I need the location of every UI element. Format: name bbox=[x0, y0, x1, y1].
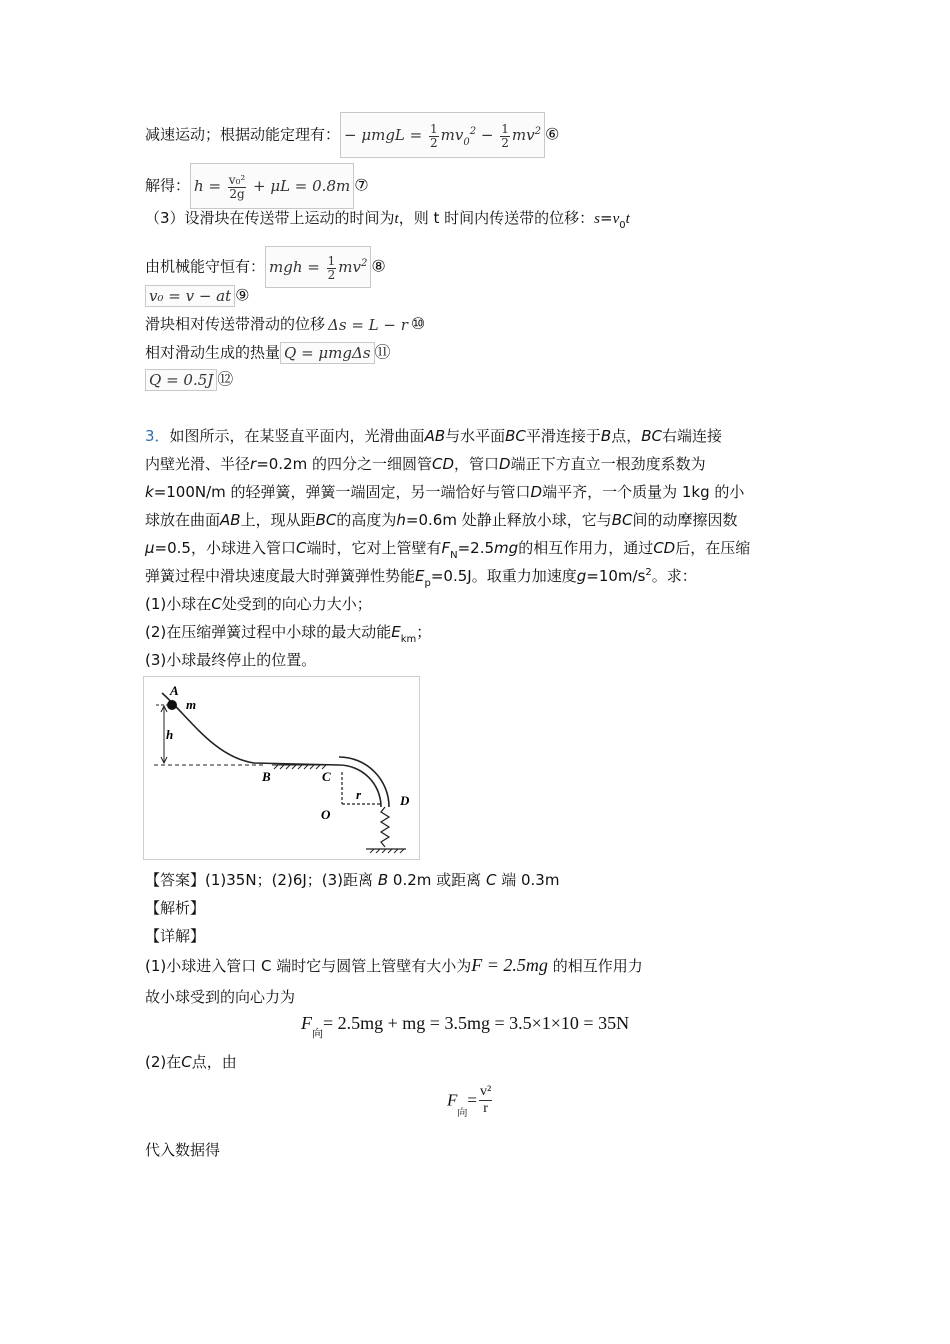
equation-mark: ⑫ bbox=[217, 369, 234, 389]
frac-num: 1 bbox=[327, 253, 336, 268]
detail-line-4: 代入数据得 bbox=[145, 1141, 221, 1159]
analysis-label: 【解析】 bbox=[145, 899, 206, 917]
var: AB bbox=[424, 427, 446, 445]
subscript: 向 bbox=[457, 1108, 468, 1120]
prev-line-10 bbox=[145, 314, 425, 335]
detail-line-2: 故小球受到的向心力为 bbox=[145, 988, 296, 1006]
energy-conservation-formula bbox=[265, 246, 371, 288]
var: k bbox=[145, 483, 154, 501]
detail-line-3 bbox=[145, 1052, 237, 1072]
text: 如图所示，在某竖直平面内，光滑曲面 bbox=[169, 427, 425, 445]
force-formula: F = 2.5mg bbox=[471, 955, 548, 975]
answer-label: 【答案】 bbox=[145, 871, 206, 889]
prev-line-12 bbox=[145, 369, 233, 391]
text: 相对滑动生成的热量 bbox=[145, 343, 281, 362]
text: 后，在压缩 bbox=[675, 539, 751, 557]
var: F bbox=[441, 539, 451, 557]
velocity-formula: v₀ = v − at bbox=[145, 285, 235, 307]
text: 球放在曲面 bbox=[145, 511, 221, 529]
text: 的相互作用力，通过 bbox=[518, 539, 654, 557]
var: F bbox=[447, 1090, 458, 1110]
equation-rest: = 2.5mg + mg = 3.5mg = 3.5×1×10 = 35N bbox=[323, 1013, 630, 1033]
text: ，则 t 时间内传送带的位移： bbox=[398, 209, 595, 227]
sub-question-3 bbox=[145, 650, 316, 670]
equation-mark: ⑦ bbox=[354, 175, 369, 195]
subscript: 0 bbox=[619, 220, 626, 231]
text: 0.2m 或距离 bbox=[392, 871, 482, 889]
label-a: A bbox=[170, 683, 179, 698]
var: E bbox=[391, 623, 401, 641]
text: 的高度为 bbox=[336, 511, 397, 529]
label-h: h bbox=[166, 727, 174, 742]
tube-outer bbox=[339, 757, 389, 807]
superscript: 2 bbox=[360, 258, 368, 269]
text: =100N/m 的轻弹簧，弹簧一端固定，另一端恰好与管口 bbox=[153, 483, 531, 501]
question-line-1 bbox=[145, 426, 722, 446]
equation-mark: ⑥ bbox=[544, 124, 560, 144]
text: =0.5J。取重力加速度 bbox=[430, 567, 577, 585]
text: =0.5，小球进入管口 bbox=[154, 539, 296, 557]
label-r: r bbox=[356, 787, 362, 802]
text: 间的动摩擦因数 bbox=[632, 511, 738, 529]
formula-part: mv bbox=[338, 258, 361, 276]
heat-result-formula: Q = 0.5J bbox=[145, 369, 217, 391]
frac-den: 2 bbox=[501, 135, 509, 150]
superscript: 2 bbox=[534, 126, 541, 137]
equals: = bbox=[467, 1090, 477, 1110]
var-t: t bbox=[625, 211, 630, 227]
var: r bbox=[250, 455, 257, 473]
text: 。求： bbox=[651, 567, 697, 585]
centripetal-formula bbox=[447, 1084, 494, 1120]
var: D bbox=[499, 455, 511, 473]
prev-line-7-text: 解得： bbox=[145, 176, 191, 195]
text: 弹簧过程中滑块速度最大时弹簧弹性势能 bbox=[145, 567, 416, 585]
text: (1)小球在 bbox=[145, 595, 212, 613]
question-line-6 bbox=[145, 566, 697, 589]
question-line-4 bbox=[145, 510, 737, 530]
text: 处受到的向心力大小； bbox=[221, 595, 372, 613]
frac-num: 1 bbox=[501, 121, 509, 136]
prev-line-8 bbox=[145, 246, 386, 288]
equation-mark: ⑪ bbox=[374, 342, 391, 362]
subscript: N bbox=[450, 550, 458, 561]
superscript: 2 bbox=[469, 126, 477, 137]
diagram-svg bbox=[144, 677, 419, 859]
text: (2)在压缩弹簧过程中小球的最大动能 bbox=[145, 623, 392, 641]
label-b: B bbox=[262, 769, 271, 784]
sub-question-2 bbox=[145, 622, 431, 645]
label-o: O bbox=[321, 807, 331, 822]
prev-line-7 bbox=[145, 163, 369, 209]
label-m: m bbox=[186, 697, 197, 712]
spring bbox=[381, 807, 389, 847]
var: BC bbox=[315, 511, 337, 529]
frac-num: v² bbox=[479, 1084, 492, 1099]
var: BC bbox=[505, 427, 526, 445]
text: (1)35N；(2)6J；(3)距离 bbox=[205, 871, 374, 889]
subscript: 向 bbox=[312, 1028, 323, 1040]
text: = bbox=[599, 209, 613, 227]
formula-part: + μL = 0.8m bbox=[252, 177, 351, 195]
question-line-3 bbox=[145, 482, 744, 502]
text: 内壁光滑、半径 bbox=[145, 455, 251, 473]
var-s: s bbox=[594, 211, 600, 227]
energy-theorem-formula bbox=[340, 112, 545, 158]
formula-part: − bbox=[476, 126, 499, 144]
text: 点， bbox=[611, 427, 642, 445]
text: 端时，它对上管壁有 bbox=[306, 539, 442, 557]
prev-line-6 bbox=[145, 112, 559, 158]
var: C bbox=[295, 539, 307, 557]
var: μ bbox=[145, 539, 155, 557]
prev-line-9 bbox=[145, 285, 250, 307]
frac-den: 2g bbox=[229, 186, 245, 201]
text: =0.2m 的四分之一细圆管 bbox=[256, 455, 432, 473]
equation-mark: ⑧ bbox=[371, 256, 386, 276]
text: 端 0.3m bbox=[501, 871, 560, 889]
formula-part: mv bbox=[511, 126, 535, 144]
frac-den: 2 bbox=[327, 267, 336, 282]
question-line-5 bbox=[145, 538, 750, 561]
text: ，管口 bbox=[454, 455, 500, 473]
frac-num: v₀² bbox=[228, 172, 246, 187]
var: B bbox=[377, 871, 389, 889]
centripetal-equation bbox=[301, 1013, 630, 1040]
fraction bbox=[500, 123, 510, 150]
var-t: t bbox=[394, 211, 399, 227]
var: AB bbox=[220, 511, 241, 529]
fraction bbox=[479, 1084, 492, 1117]
subscript: p bbox=[424, 578, 431, 589]
text: =10m/s bbox=[586, 567, 646, 585]
fraction bbox=[327, 255, 337, 282]
var: E bbox=[415, 567, 425, 585]
formula-part: h = bbox=[194, 177, 222, 195]
var: C bbox=[485, 871, 497, 889]
displacement-formula: Δs = L − r bbox=[328, 315, 408, 334]
var: C bbox=[181, 1053, 192, 1071]
var: g bbox=[576, 567, 587, 585]
prev-line-6-text: 减速运动；根据动能定理有： bbox=[145, 125, 341, 144]
label-d: D bbox=[400, 793, 410, 808]
sub-question-1 bbox=[145, 594, 372, 614]
fraction bbox=[228, 174, 246, 201]
superscript: 2 bbox=[645, 567, 652, 578]
var: CD bbox=[653, 539, 676, 557]
label-c: C bbox=[322, 769, 331, 784]
prev-line-11 bbox=[145, 342, 391, 364]
text: 端正下方直立一根劲度系数为 bbox=[510, 455, 706, 473]
text: （3）设滑块在传送带上运动的时间为 bbox=[145, 209, 395, 227]
detail-line-1 bbox=[145, 955, 643, 976]
text: =0.6m 处静止释放小球，它与 bbox=[405, 511, 612, 529]
answer-line bbox=[145, 870, 559, 890]
equation-mark: ⑩ bbox=[410, 314, 426, 333]
frac-den: r bbox=[483, 1101, 488, 1116]
var: mg bbox=[494, 539, 519, 557]
text: 的相互作用力 bbox=[552, 957, 643, 975]
text: (2)在 bbox=[145, 1053, 182, 1071]
var: CD bbox=[432, 455, 455, 473]
text: 端平齐，一个质量为 1kg 的小 bbox=[542, 483, 745, 501]
question-number: 3． bbox=[145, 427, 170, 445]
text: 点，由 bbox=[191, 1053, 237, 1071]
text: (1)小球进入管口 C 端时它与圆管上管壁有大小为 bbox=[145, 957, 472, 975]
fraction bbox=[429, 123, 439, 150]
var: F bbox=[301, 1013, 312, 1033]
subscript: 0 bbox=[463, 137, 470, 148]
subscript: km bbox=[400, 634, 417, 645]
formula-part: mv bbox=[440, 126, 464, 144]
physics-diagram bbox=[143, 676, 420, 860]
var: BC bbox=[641, 427, 662, 445]
text: 滑块相对传送带滑动的位移 bbox=[145, 315, 326, 333]
text: (3)小球最终停止的位置。 bbox=[145, 651, 317, 669]
var: B bbox=[600, 427, 612, 445]
text: 上，现从距 bbox=[240, 511, 316, 529]
equation-mark: ⑨ bbox=[235, 285, 250, 305]
frac-den: 2 bbox=[430, 135, 438, 150]
prev-line-part3 bbox=[145, 208, 630, 231]
heat-formula: Q = μmgΔs bbox=[280, 342, 375, 364]
var: BC bbox=[611, 511, 633, 529]
var: h bbox=[396, 511, 406, 529]
text: 由机械能守恒有： bbox=[145, 257, 266, 276]
formula-part: mgh = bbox=[269, 258, 320, 276]
var: D bbox=[530, 483, 543, 501]
text: 与水平面 bbox=[445, 427, 506, 445]
text: 右端连接 bbox=[662, 427, 723, 445]
text: 平滑连接于 bbox=[525, 427, 601, 445]
detail-label: 【详解】 bbox=[145, 927, 206, 945]
text: ； bbox=[416, 623, 432, 641]
text: =2.5 bbox=[457, 539, 495, 557]
question-line-2 bbox=[145, 454, 706, 474]
var-v: v bbox=[612, 211, 620, 227]
frac-num: 1 bbox=[430, 121, 438, 136]
var: C bbox=[211, 595, 222, 613]
height-result-formula bbox=[190, 163, 354, 209]
formula-part: − μmgL = bbox=[344, 126, 423, 144]
